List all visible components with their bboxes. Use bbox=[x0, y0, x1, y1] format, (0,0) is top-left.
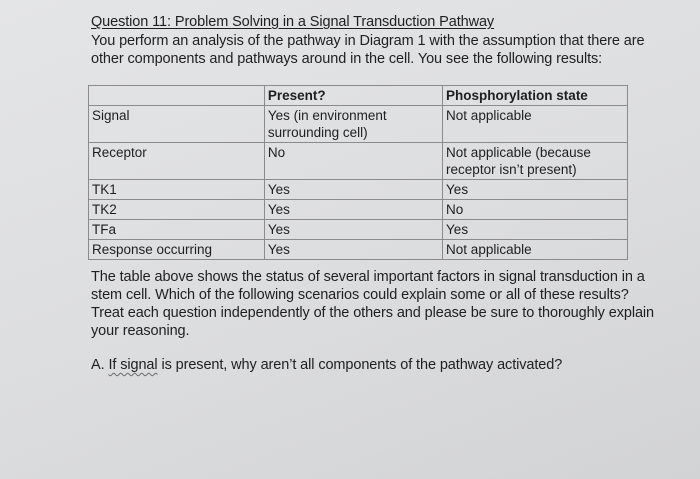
results-table bbox=[88, 85, 628, 260]
row-phosphorylation: No bbox=[443, 200, 628, 220]
row-phosphorylation: Yes bbox=[443, 220, 628, 240]
header-present: Present? bbox=[264, 86, 442, 106]
question-a-prefix: A. bbox=[91, 357, 109, 373]
row-name: Signal bbox=[89, 106, 265, 143]
table-row bbox=[89, 180, 628, 200]
question-a bbox=[91, 357, 562, 373]
row-phosphorylation: Not applicable (because receptor isn’t present) bbox=[443, 143, 628, 180]
row-present: Yes bbox=[264, 200, 442, 220]
row-name: Receptor bbox=[89, 143, 265, 180]
row-name: TFa bbox=[89, 220, 265, 240]
row-phosphorylation: Not applicable bbox=[443, 106, 628, 143]
row-present: Yes bbox=[264, 220, 442, 240]
row-name: TK1 bbox=[89, 180, 265, 200]
row-name: Response occurring bbox=[89, 240, 265, 260]
header-phosphorylation: Phosphorylation state bbox=[443, 86, 628, 106]
table-row bbox=[89, 143, 628, 180]
instructions-paragraph: The table above shows the status of several important factors in signal transduction in a stem cell. Which of the following scenarios could explain some or all of these results? Treat each question independently of the others and please be sure to thoroughly explain your reasoning. bbox=[91, 269, 655, 339]
question-title: Question 11: Problem Solving in a Signal Transduction Pathway bbox=[91, 14, 495, 30]
table-row bbox=[89, 220, 628, 240]
row-phosphorylation: Yes bbox=[443, 180, 628, 200]
table-row bbox=[89, 106, 628, 143]
question-intro: You perform an analysis of the pathway in Diagram 1 with the assumption that there are other components and pathways around in the cell. You see the following results: bbox=[91, 33, 645, 67]
row-name: TK2 bbox=[89, 200, 265, 220]
table-row bbox=[89, 200, 628, 220]
row-present: Yes bbox=[264, 180, 442, 200]
table-row bbox=[89, 240, 628, 260]
row-present: Yes (in environment surrounding cell) bbox=[264, 106, 442, 143]
question-a-underlined: If signal bbox=[108, 357, 158, 373]
row-present: Yes bbox=[264, 240, 442, 260]
row-phosphorylation: Not applicable bbox=[443, 240, 628, 260]
table-header-row bbox=[89, 86, 628, 106]
row-present: No bbox=[264, 143, 442, 180]
question-a-rest: is present, why aren’t all components of the pathway activated? bbox=[157, 357, 563, 373]
header-blank bbox=[89, 86, 265, 106]
